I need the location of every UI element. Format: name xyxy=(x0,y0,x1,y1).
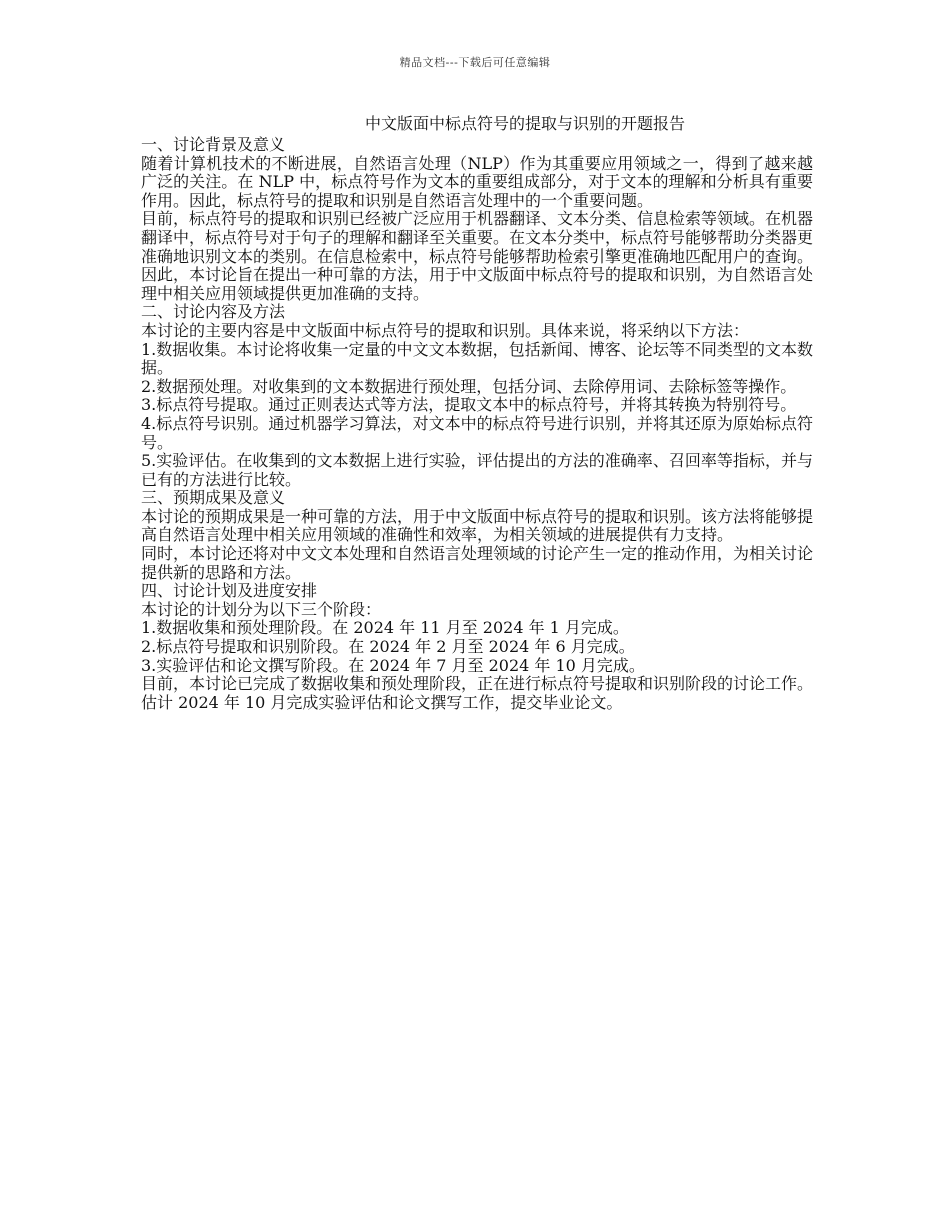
list-item: 2.数据预处理。对收集到的文本数据进行预处理，包括分词、去除停用词、去除标签等操作。 xyxy=(141,376,797,396)
header-note: 精品文档---下载后可任意编辑 xyxy=(399,56,551,69)
paragraph: 因此，本讨论旨在提出一种可靠的方法，用于中文版面中标点符号的提取和识别，为自然语言处理中相关应用领域提供更加准确的支持。 xyxy=(141,265,814,303)
section-heading-outcomes: 三、预期成果及意义 xyxy=(141,488,286,508)
section-heading-schedule: 四、讨论计划及进度安排 xyxy=(141,581,318,601)
list-item: 3.标点符号提取。通过正则表达式等方法，提取文本中的标点符号，并将其转换为特别符号。 xyxy=(141,395,797,415)
paragraph: 本讨论的计划分为以下三个阶段： xyxy=(141,599,382,619)
paragraph: 同时，本讨论还将对中文文本处理和自然语言处理领域的讨论产生一定的推动作用，为相关讨论提供新的思路和方法。 xyxy=(141,544,814,582)
document-title: 中文版面中标点符号的提取与识别的开题报告 xyxy=(365,114,686,133)
list-item: 4.标点符号识别。通过机器学习算法，对文本中的标点符号进行识别，并将其还原为原始标点符号。 xyxy=(141,413,813,452)
document-body xyxy=(141,112,813,712)
section-heading-background: 一、讨论背景及意义 xyxy=(141,135,286,154)
paragraph: 本讨论的主要内容是中文版面中标点符号的提取和识别。具体来说，将采纳以下方法： xyxy=(141,320,750,340)
paragraph: 随着计算机技术的不断进展，自然语言处理（NLP）作为其重要应用领域之一，得到了越来越广泛的关注。在 NLP 中，标点符号作为文本的重要组成部分，对于文本的理解和分析具有重要作用。因此，标点符号的提取和识别是自然语言处理中的一个重要问题。 xyxy=(141,153,813,210)
list-item: 2.标点符号提取和识别阶段。在 2024 年 2 月至 2024 年 6 月完成。 xyxy=(141,637,635,657)
paragraph: 目前，本讨论已完成了数据收集和预处理阶段，正在进行标点符号提取和识别阶段的讨论工作。估计 2024 年 10 月完成实验评估和论文撰写工作，提交毕业论文。 xyxy=(141,674,814,712)
list-item: 1.数据收集和预处理阶段。在 2024 年 11 月至 2024 年 1 月完成。 xyxy=(141,618,629,638)
list-item: 1.数据收集。本讨论将收集一定量的中文文本数据，包括新闻、博客、论坛等不同类型的文本数据。 xyxy=(141,339,813,378)
list-item: 5.实验评估。在收集到的文本数据上进行实验，评估提出的方法的准确率、召回率等指标，并与已有的方法进行比较。 xyxy=(141,451,813,489)
section-heading-methods: 二、讨论内容及方法 xyxy=(141,302,286,322)
paragraph: 本讨论的预期成果是一种可靠的方法，用于中文版面中标点符号的提取和识别。该方法将能够提高自然语言处理中相关应用领域的准确性和效率，为相关领域的进展提供有力支持。 xyxy=(141,506,814,545)
list-item: 3.实验评估和论文撰写阶段。在 2024 年 7 月至 2024 年 10 月完成。 xyxy=(141,655,645,675)
paragraph: 目前，标点符号的提取和识别已经被广泛应用于机器翻译、文本分类、信息检索等领域。在机器翻译中，标点符号对于句子的理解和翻译至关重要。在文本分类中，标点符号能够帮助分类器更准确地识别文本的类别。在信息检索中，标点符号能够帮助检索引擎更准确地匹配用户的查询。 xyxy=(141,209,814,266)
